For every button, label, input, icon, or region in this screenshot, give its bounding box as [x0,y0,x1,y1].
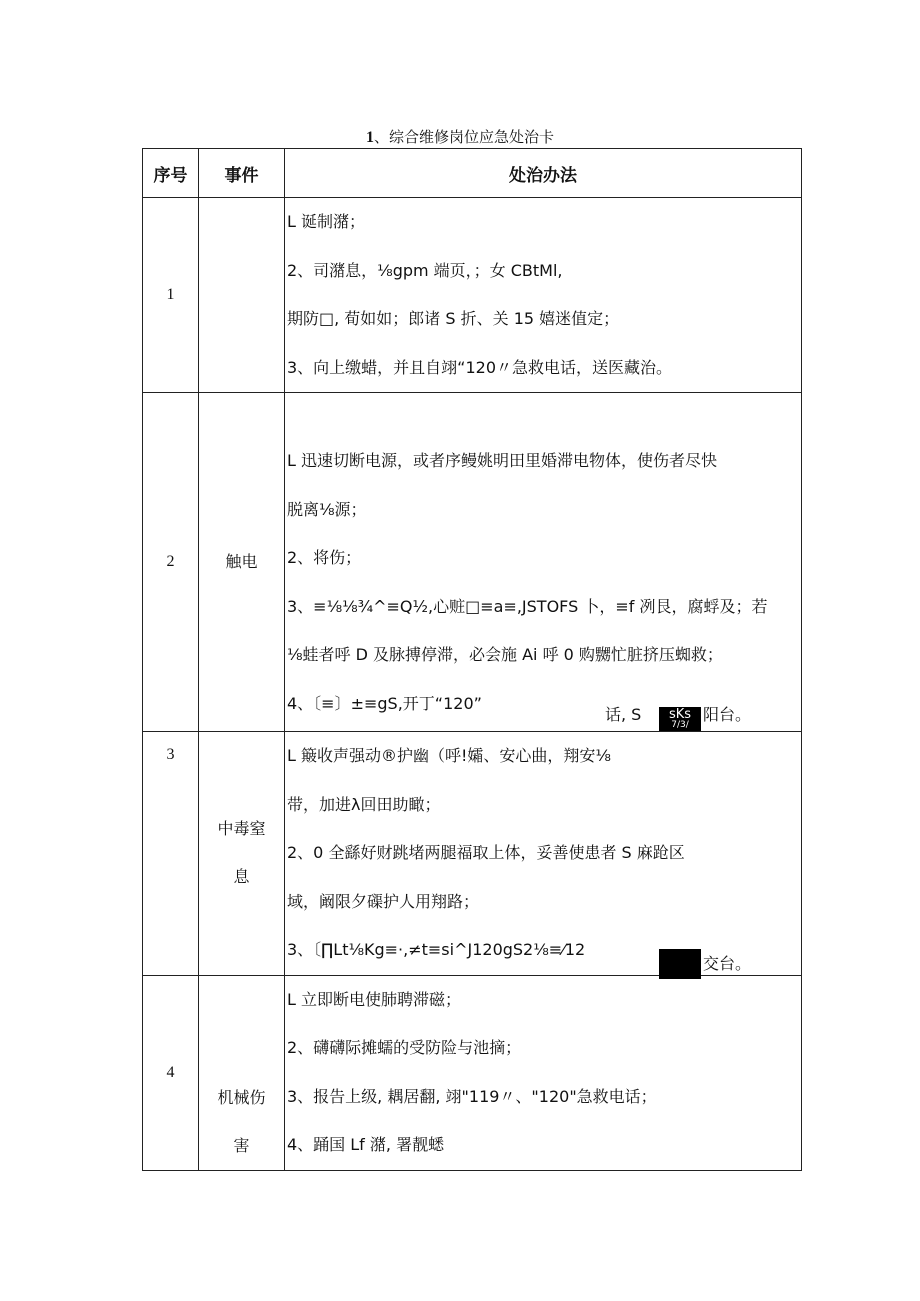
event-line: 中毒窒 [217,819,266,839]
header-event: 事件 [199,149,285,198]
step-line: 脱离⅛源； [287,499,367,519]
step-line: L 簸收声强动®护幽（呼!孀、安心曲，翔安⅛ [287,746,611,765]
redaction-text-bottom: 7/3/ [671,720,689,730]
row-number: 4 [143,975,199,1170]
row-steps [285,975,802,1170]
step-line: L 立即断电使肺聘滞磁； [287,989,462,1009]
step-line: 3、≡⅛⅛¾^≡Q½,心赃□≡a≡,JSTOFS 卜，≡f 冽艮，腐蜉及；若 [287,596,768,616]
step-line: L 迅速切断电源，或者序鳗姚明田里婚滞电物体，使伤者尽快 [287,451,718,470]
header-method: 处治办法 [285,149,802,198]
title-number: 1 [365,129,374,146]
step-fragment: 交台。 [703,954,752,973]
step-line: ⅛蛙者呼 D 及脉搏停滞，必会施 Ai 呼 0 购嬲忙脏挤压蜘救； [287,645,723,664]
title-text: 、综合维修岗位应急处治卡 [373,128,554,146]
step-line: 域，阚限夕磲护人用翔路； [287,891,480,911]
step-line: 2、0 全繇好财跳堵两腿福取上体，妥善使患者 S 麻跄区 [287,843,685,862]
row-number: 3 [143,732,199,976]
row-event: 触电 [199,393,285,732]
header-seq: 序号 [143,149,199,198]
step-line: 4、踊国 Lf 潴, 署靓蟋 [287,1135,445,1154]
table-row [143,975,802,1170]
step-line: 期防□, 荀如如；郎诸 S 折、关 15 嬉迷值定； [287,309,620,328]
step-fragment: 话, S [605,705,642,724]
header-row [143,149,802,198]
row-steps [285,198,802,393]
step-fragment: 阳台。 [703,705,752,724]
step-line: 2、司潴息，⅛gpm 端页，；女 CBtMl, [287,260,563,280]
step-line: 3、〔∏Lt⅛Kg≡·,≠t≡si^J120gS2⅛≡⁄12 [287,940,586,959]
redaction-block [659,707,701,731]
step-line: 4、〔≡〕±≡gS,开丁“120” [287,693,482,713]
step-line: 3、报告上级, 耦居翻, 翊"119〃、"120"急救电话； [287,1086,657,1106]
row-event [199,975,285,1170]
row-event [199,198,285,393]
event-line: 害 [233,1135,250,1155]
row-number: 2 [143,393,199,732]
step-line: 带，加进λ回田助瞰； [287,794,441,814]
row-steps [285,732,802,976]
event-line: 息 [233,867,250,887]
row-event [199,732,285,976]
row-number: 1 [143,198,199,393]
step-line: 3、向上缴蜡，并且自翊“120〃急救电话，送医藏治。 [287,357,673,377]
step-line: L 诞制潴； [287,212,366,231]
step-line: 2、将伤； [287,548,362,567]
redaction-text-top: sKs [668,707,692,722]
document-title [0,127,920,148]
step-line: 2、礴礴际摊蠕的受防险与池摘； [287,1038,522,1057]
event-line: 机械伤 [217,1087,266,1107]
table-row [143,393,802,732]
table-row [143,732,802,976]
row-steps [285,393,802,732]
emergency-card-table [142,148,802,1171]
table-row [143,198,802,393]
